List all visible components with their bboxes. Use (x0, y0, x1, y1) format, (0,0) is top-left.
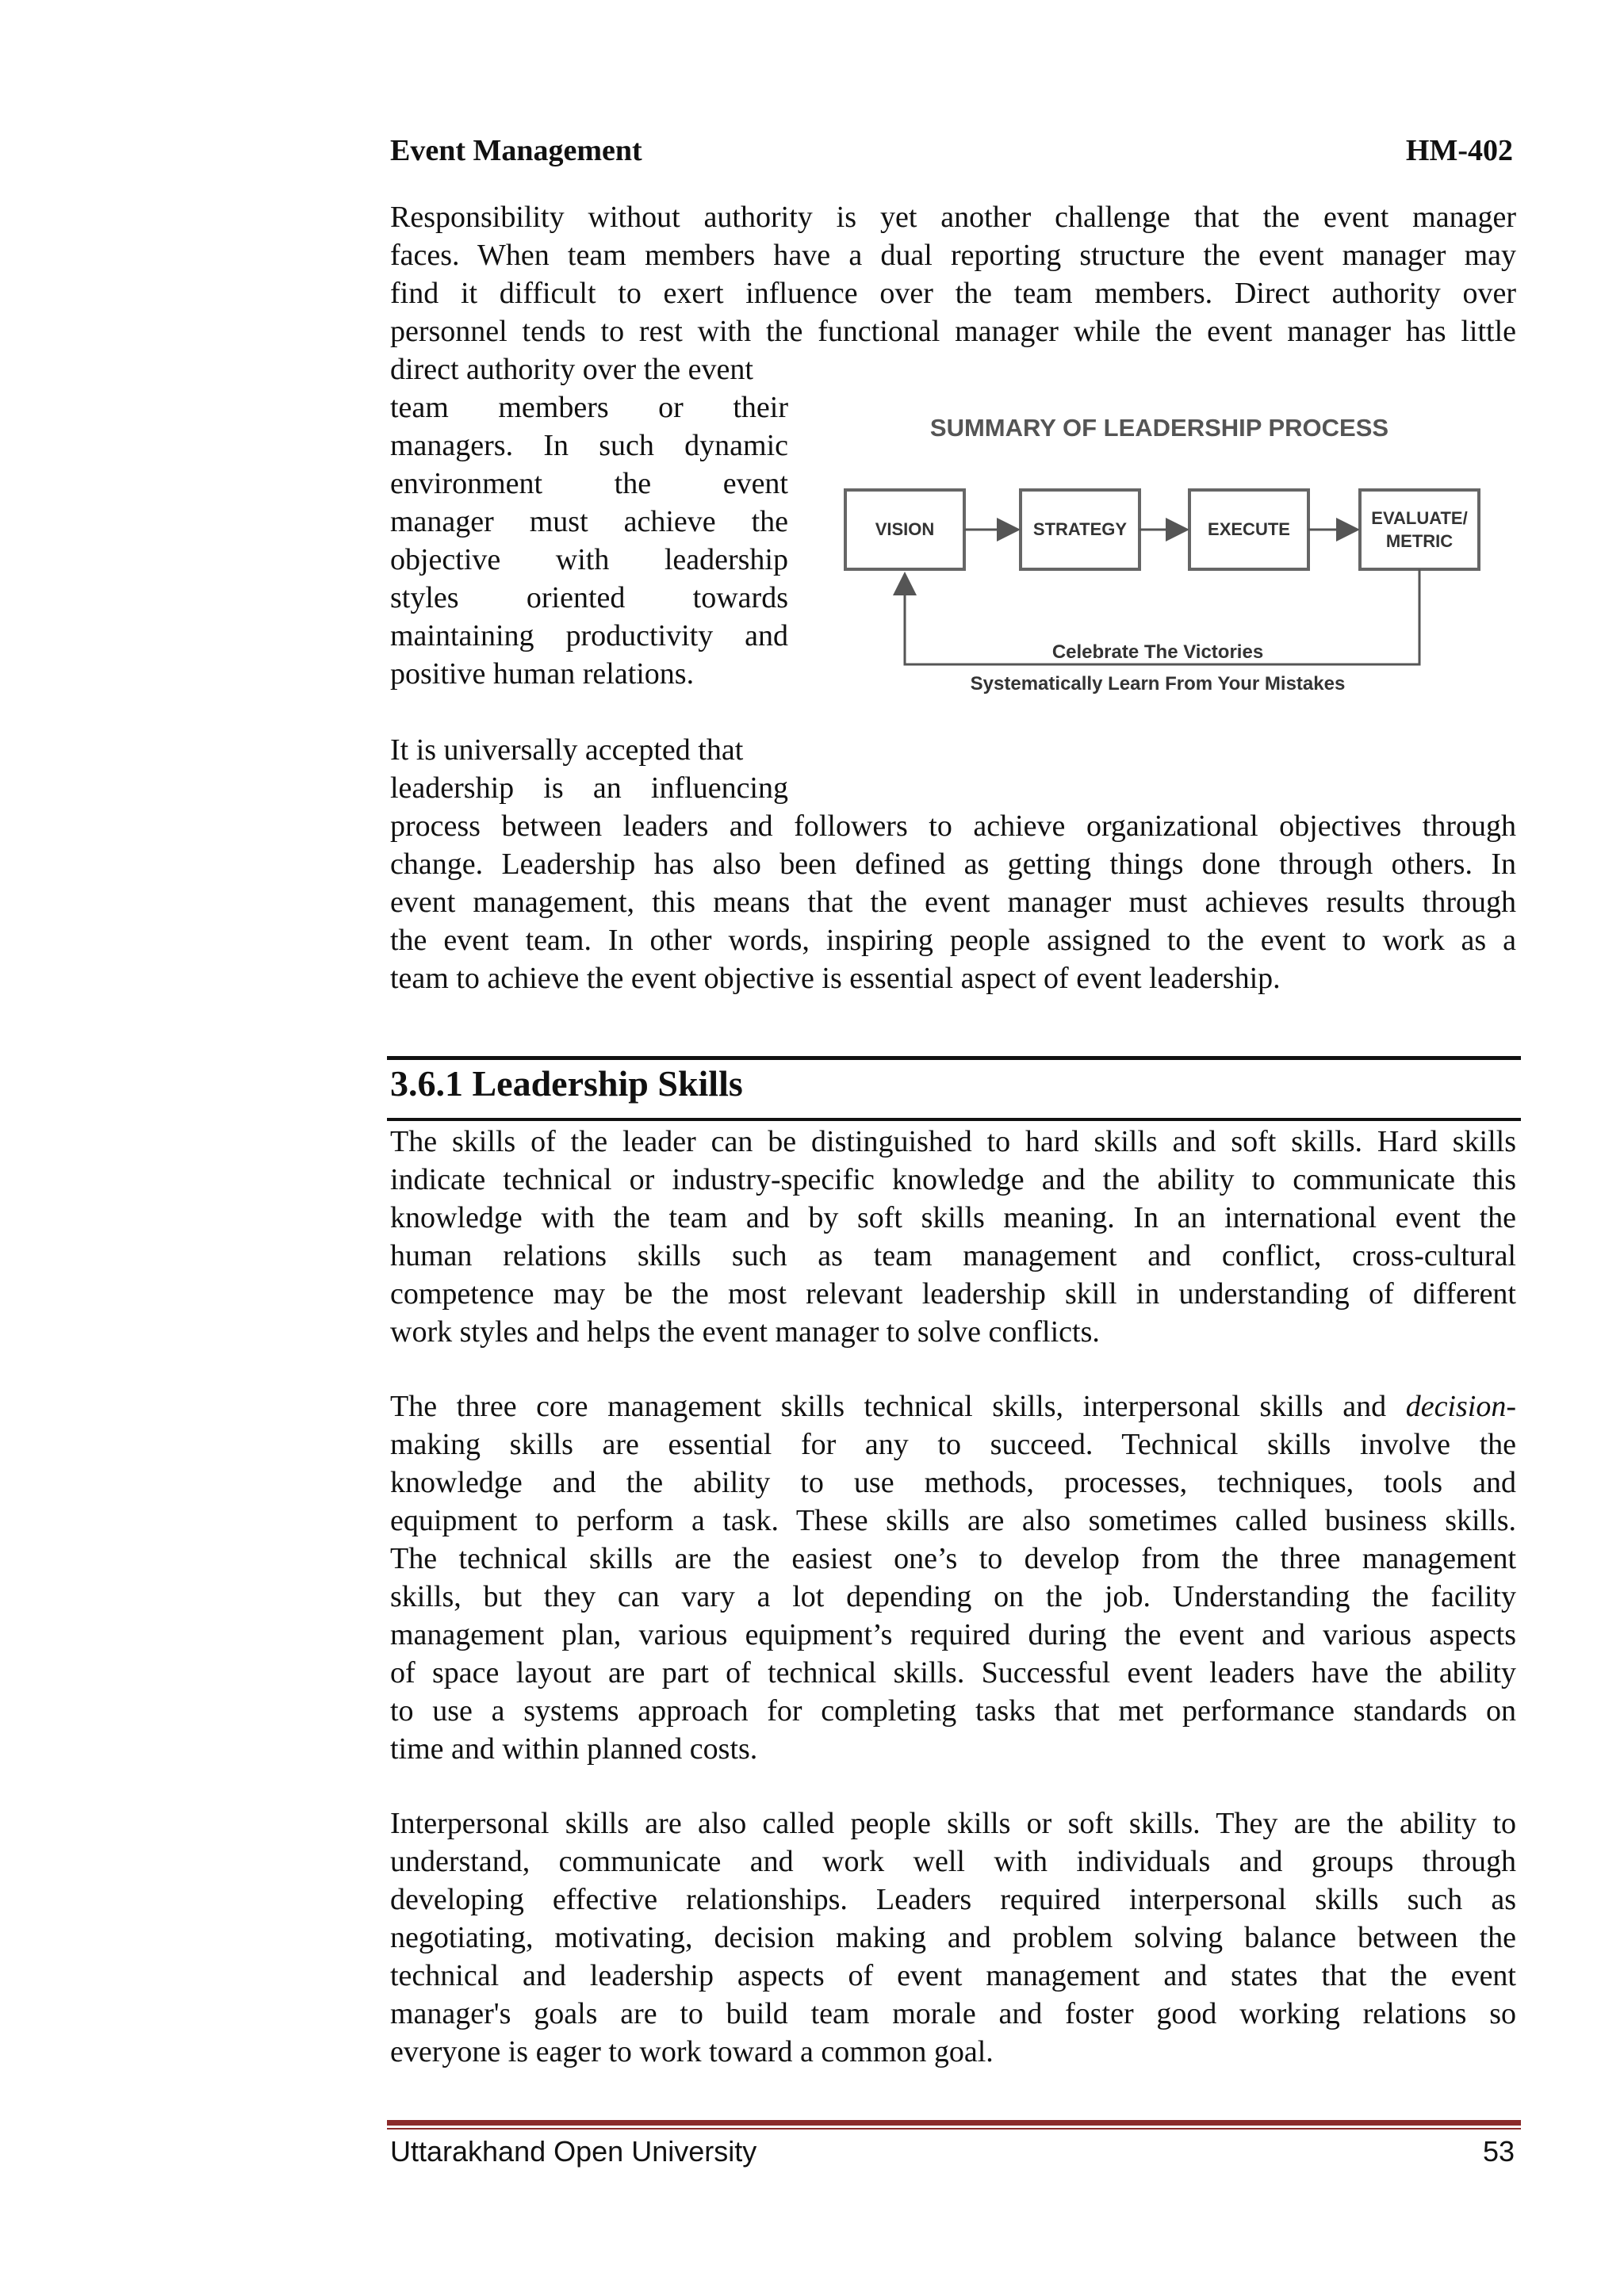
text-line: It is universally accepted that (390, 733, 744, 767)
text-line: leadership is an influencing (390, 771, 788, 805)
intro-paragraph (390, 198, 1516, 350)
text-line: event management, this means that the event manager must achieves results through (390, 886, 1516, 919)
text-line: understand, communicate and work well with individuals and groups through (390, 1845, 1516, 1878)
footer-university: Uttarakhand Open University (390, 2135, 757, 2168)
section-heading: 3.6.1 Leadership Skills (390, 1063, 743, 1104)
text-line: negotiating, motivating, decision making and problem solving balance between the (390, 1921, 1516, 1954)
text-line: The skills of the leader can be distinguished to hard skills and soft skills. Hard skills (390, 1125, 1516, 1158)
text-line: Responsibility without authority is yet another challenge that the event manager (390, 201, 1516, 234)
text-line: objective with leadership (390, 543, 788, 576)
text-line: manager must achieve the (390, 505, 788, 538)
text-line: indicate technical or industry-specific knowledge and the ability to communicate this (390, 1163, 1516, 1196)
text-line: Interpersonal skills are also called people skills or soft skills. They are the ability to (390, 1807, 1516, 1840)
text-line: maintaining productivity and (390, 619, 788, 652)
text-line: human relations skills such as team management and conflict, cross-cultural (390, 1239, 1516, 1272)
vision-label: VISION (875, 519, 935, 539)
leadership-process-diagram (833, 404, 1491, 714)
text-line: team to achieve the event objective is essential aspect of event leadership. (390, 962, 1281, 995)
text-line: faces. When team members have a dual reporting structure the event manager may (390, 239, 1516, 272)
feedback-label-2: Systematically Learn From Your Mistakes (970, 673, 1346, 695)
strategy-label: STRATEGY (1032, 519, 1128, 539)
text-line: time and within planned costs. (390, 1732, 758, 1766)
continued-paragraph (390, 807, 1516, 997)
text-line: managers. In such dynamic (390, 429, 788, 462)
italic-term: decision- (1405, 1390, 1516, 1423)
page-number: 53 (1482, 2135, 1515, 2168)
diagram-title: SUMMARY OF LEADERSHIP PROCESS (929, 414, 1389, 442)
skills-paragraph-3 (390, 1804, 1516, 2071)
text-line: The technical skills are the easiest one’s to develop from the three management (390, 1542, 1516, 1575)
footer-rule-thick (387, 2120, 1521, 2126)
wrapped-column-1 (390, 350, 788, 693)
text-line: equipment to perform a task. These skills are also sometimes called business skills. (390, 1504, 1516, 1537)
text-line: management plan, various equipment’s required during the event and various aspects (390, 1618, 1516, 1651)
execute-label: EXECUTE (1208, 519, 1290, 539)
text-line: knowledge with the team and by soft skills meaning. In an international event the (390, 1201, 1516, 1234)
text-line: environment the event (390, 467, 788, 500)
text-line: of space layout are part of technical skills. Successful event leaders have the ability (390, 1656, 1516, 1689)
section-rule-bottom (387, 1118, 1521, 1121)
metric-label: METRIC (1385, 531, 1454, 551)
text-line: change. Leadership has also been defined as getting things done through others. In (390, 848, 1516, 881)
text-line: styles oriented towards (390, 581, 788, 614)
feedback-label-1: Celebrate The Victories (1051, 641, 1264, 663)
text-line: to use a systems approach for completing tasks that met performance standards on (390, 1694, 1516, 1728)
running-header-title: Event Management (390, 134, 642, 167)
text-line (390, 1387, 1516, 1425)
text-line: the event team. In other words, inspiring people assigned to the event to work as a (390, 924, 1516, 957)
skills-paragraph-1 (390, 1123, 1516, 1351)
text-run: The three core management skills technical skills, interpersonal skills and (390, 1390, 1406, 1423)
text-line: team members or their (390, 391, 788, 424)
text-line: knowledge and the ability to use methods, processes, techniques, tools and (390, 1466, 1516, 1499)
text-line: manager's goals are to build team morale and foster good working relations so (390, 1997, 1516, 2030)
text-line: developing effective relationships. Leaders required interpersonal skills such as (390, 1883, 1516, 1916)
text-line: skills, but they can vary a lot depending on the job. Understanding the facility (390, 1580, 1516, 1613)
section-rule-top (387, 1056, 1521, 1060)
text-line: personnel tends to rest with the functional manager while the event manager has little (390, 315, 1516, 348)
footer-rule-thin (387, 2128, 1521, 2130)
text-line: find it difficult to exert influence over the team members. Direct authority over (390, 277, 1516, 310)
text-line: making skills are essential for any to succeed. Technical skills involve the (390, 1428, 1516, 1461)
text-line: positive human relations. (390, 657, 695, 691)
wrapped-column-2 (390, 731, 788, 807)
text-line: work styles and helps the event manager to solve conflicts. (390, 1315, 1100, 1349)
text-line: competence may be the most relevant leadership skill in understanding of different (390, 1277, 1516, 1311)
text-line: direct authority over the event (390, 353, 753, 386)
skills-paragraph-2 (390, 1387, 1516, 1768)
evaluate-box (1360, 490, 1479, 569)
text-line: everyone is eager to work toward a common goal. (390, 2035, 994, 2068)
evaluate-label: EVALUATE/ (1371, 508, 1468, 528)
running-header-code: HM-402 (1405, 134, 1513, 167)
text-line: technical and leadership aspects of event management and states that the event (390, 1959, 1516, 1992)
text-line: process between leaders and followers to achieve organizational objectives through (390, 809, 1516, 843)
